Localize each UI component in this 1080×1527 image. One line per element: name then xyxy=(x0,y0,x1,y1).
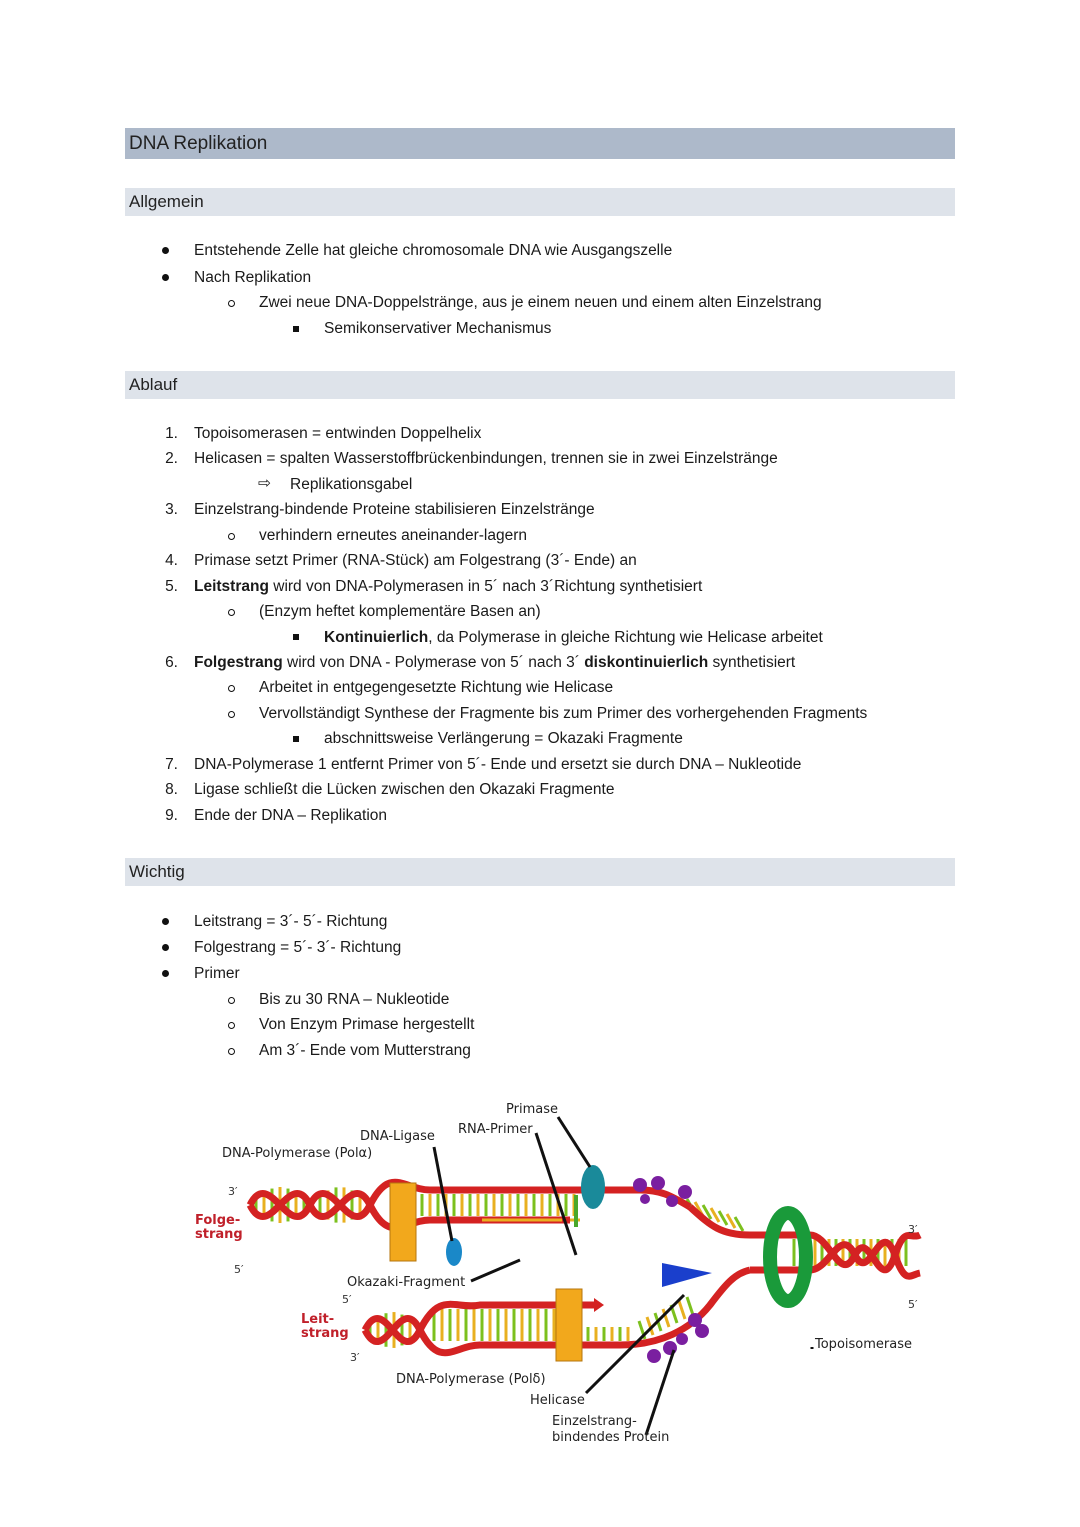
list-item: Folgestrang = 5´- 3´- Richtung xyxy=(194,939,402,956)
list-item: Nach Replikation xyxy=(194,269,312,286)
step-text-rest: , da Polymerase in gleiche Richtung wie Helicase arbeitet xyxy=(428,629,823,646)
arrow-icon: ⇨ xyxy=(258,475,271,492)
page-title: DNA Replikation xyxy=(125,128,955,159)
label-helicase: Helicase xyxy=(530,1393,585,1408)
step-subtext: Vervollständigt Synthese der Fragmente bis zum Primer des vorhergehenden Fragments xyxy=(259,705,868,722)
step-text xyxy=(194,577,702,597)
label-folgestrang-2: strang xyxy=(195,1227,243,1242)
label-topoisomerase: Topoisomerase xyxy=(815,1337,912,1352)
circle-bullet-icon xyxy=(228,685,235,692)
step-text-mid: wird von DNA - Polymerase von 5´ nach 3´ xyxy=(282,654,585,671)
step-text: Topoisomerasen = entwinden Doppelhelix xyxy=(194,425,482,442)
step-text-bold: Leitstrang xyxy=(194,578,269,595)
list-item: Semikonservativer Mechanismus xyxy=(324,320,552,337)
step-number: 8. xyxy=(165,781,178,798)
label-pol-delta: DNA-Polymerase (Polδ) xyxy=(396,1372,546,1387)
topoisomerase-shape xyxy=(770,1213,806,1301)
leitstrang-arrowhead xyxy=(594,1298,604,1312)
step-number: 4. xyxy=(165,552,178,569)
step-number: 9. xyxy=(165,807,178,824)
label-3-prime: 3′ xyxy=(228,1185,238,1198)
step-number: 7. xyxy=(165,756,178,773)
circle-bullet-icon xyxy=(228,609,235,616)
list-item: Zwei neue DNA-Doppelstränge, aus je einem neuen und einem alten Einzelstrang xyxy=(259,294,822,311)
circle-bullet-icon xyxy=(228,711,235,718)
list-item: Von Enzym Primase hergestellt xyxy=(259,1016,475,1033)
bullet-icon xyxy=(162,247,169,254)
section-heading-allgemein: Allgemein xyxy=(125,188,955,216)
bullet-icon xyxy=(162,274,169,281)
step-number: 3. xyxy=(165,501,178,518)
step-number: 6. xyxy=(165,654,178,671)
step-text-bold: Kontinuierlich xyxy=(324,629,429,646)
step-text: Ligase schließt die Lücken zwischen den Okazaki Fragmente xyxy=(194,781,615,798)
list-item: Am 3´- Ende vom Mutterstrang xyxy=(259,1042,471,1059)
bullet-icon xyxy=(162,970,169,977)
step-text xyxy=(194,653,795,673)
label-leitstrang-1: Leit- xyxy=(301,1312,335,1327)
step-text: Helicasen = spalten Wasserstoffbrückenbindungen, trennen sie in zwei Einzelstränge xyxy=(194,450,778,467)
ligase-shape xyxy=(446,1238,462,1266)
label-leitstrang-2: strang xyxy=(301,1326,349,1341)
label-5-prime: 5′ xyxy=(908,1298,918,1311)
step-text-rest: wird von DNA-Polymerasen in 5´ nach 3´Richtung synthetisiert xyxy=(268,578,703,595)
step-text: Primase setzt Primer (RNA-Stück) am Folgestrang (3´- Ende) an xyxy=(194,552,637,569)
step-text: DNA-Polymerase 1 entfernt Primer von 5´- Ende und ersetzt sie durch DNA – Nukleotide xyxy=(194,756,802,773)
step-subtext: verhindern erneutes aneinander-lagern xyxy=(259,527,527,544)
list-item: Entstehende Zelle hat gleiche chromosomale DNA wie Ausgangszelle xyxy=(194,242,673,259)
step-text-bold: diskontinuierlich xyxy=(584,654,709,671)
step-subtext: Arbeitet in entgegengesetzte Richtung wie Helicase xyxy=(259,679,614,696)
label-rna-primer: RNA-Primer xyxy=(458,1122,533,1137)
list-item: Leitstrang = 3´- 5´- Richtung xyxy=(194,913,388,930)
label-okazaki: Okazaki-Fragment xyxy=(347,1275,466,1290)
bullet-icon xyxy=(162,944,169,951)
step-number: 2. xyxy=(165,450,178,467)
step-subtext: Replikationsgabel xyxy=(290,476,413,493)
section-heading-ablauf: Ablauf xyxy=(125,371,955,399)
step-subsubtext: abschnittsweise Verlängerung = Okazaki Fragmente xyxy=(324,730,683,747)
square-bullet-icon xyxy=(293,634,299,640)
label-primase: Primase xyxy=(506,1102,558,1117)
base-pair xyxy=(687,1297,693,1315)
step-text-end: synthetisiert xyxy=(708,654,796,671)
polymerase-alpha-shape xyxy=(390,1183,416,1261)
primase-shape xyxy=(581,1165,605,1209)
base-pair xyxy=(735,1217,743,1231)
circle-bullet-icon xyxy=(228,997,235,1004)
label-dna-ligase: DNA-Ligase xyxy=(360,1129,435,1144)
circle-bullet-icon xyxy=(228,1048,235,1055)
label-3-prime: 3′ xyxy=(350,1351,360,1364)
list-item: Bis zu 30 RNA – Nukleotide xyxy=(259,991,450,1008)
list-item: Primer xyxy=(194,965,240,982)
helicase-shape xyxy=(662,1263,712,1287)
step-subtext: (Enzym heftet komplementäre Basen an) xyxy=(259,603,541,620)
step-number: 5. xyxy=(165,578,178,595)
pointer-lines xyxy=(434,1117,812,1435)
step-subsubtext xyxy=(324,628,823,648)
section-heading-wichtig: Wichtig xyxy=(125,858,955,886)
step-text-bold: Folgestrang xyxy=(194,654,283,671)
bullet-icon xyxy=(162,918,169,925)
polymerase-delta-shape xyxy=(556,1289,582,1361)
step-text: Einzelstrang-bindende Proteine stabilisieren Einzelstränge xyxy=(194,501,595,518)
label-5-prime: 5′ xyxy=(234,1263,244,1276)
circle-bullet-icon xyxy=(228,300,235,307)
base-pair xyxy=(727,1214,735,1228)
label-pol-alpha: DNA-Polymerase (Polα) xyxy=(222,1146,373,1161)
replication-fork-diagram xyxy=(190,1095,930,1455)
base-pair xyxy=(711,1208,719,1222)
label-3-prime: 3′ xyxy=(908,1223,918,1236)
step-number: 1. xyxy=(165,425,178,442)
circle-bullet-icon xyxy=(228,533,235,540)
base-pair xyxy=(679,1301,685,1319)
rna-primer-mark xyxy=(574,1195,578,1227)
step-text: Ende der DNA – Replikation xyxy=(194,807,388,824)
base-pair xyxy=(719,1211,727,1225)
square-bullet-icon xyxy=(293,326,299,332)
label-folgestrang-1: Folge- xyxy=(195,1213,241,1228)
square-bullet-icon xyxy=(293,736,299,742)
circle-bullet-icon xyxy=(228,1022,235,1029)
label-ssb-1: Einzelstrang- xyxy=(552,1414,637,1429)
label-5-prime: 5′ xyxy=(342,1293,352,1306)
label-ssb-2: bindendes Protein xyxy=(552,1430,670,1445)
